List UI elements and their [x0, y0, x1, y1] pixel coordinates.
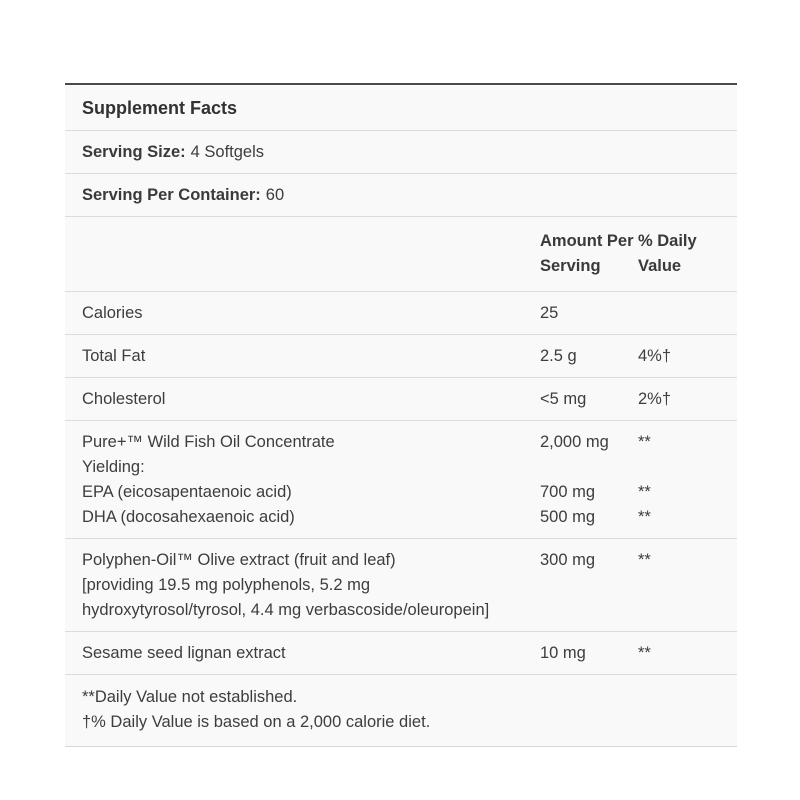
nutrient-amount: 25 [540, 304, 559, 322]
nutrient-name: DHA (docosahexaenoic acid) [82, 508, 295, 526]
servings-per-container-value: 60 [265, 186, 285, 204]
dha-line [82, 505, 720, 530]
polyphen-detail-line-2: hydroxytyrosol/tyrosol, 4.4 mg verbascoside/oleuropein] [82, 601, 490, 619]
servings-per-container-label: Serving Per Container: [82, 186, 261, 204]
servings-per-container-row [65, 174, 737, 217]
polyphen-detail-line-1: [providing 19.5 mg polyphenols, 5.2 mg [82, 576, 371, 594]
column-header-daily-value: % Daily Value [638, 232, 697, 275]
nutrient-amount: <5 mg [540, 390, 587, 408]
page-title: Supplement Facts [65, 85, 737, 131]
column-header-row [65, 217, 737, 292]
table-row-calories [65, 292, 737, 335]
column-header-spacer [82, 229, 540, 279]
footnote-daily-value-not-established: **Daily Value not established. [82, 688, 298, 706]
footnotes-section [65, 675, 737, 746]
nutrient-daily-value: 4%† [638, 347, 672, 365]
serving-size-label: Serving Size: [82, 143, 186, 161]
serving-size-row [65, 131, 737, 174]
nutrient-daily-value: ** [638, 551, 651, 569]
polyphen-line [82, 548, 720, 573]
nutrient-name: EPA (eicosapentaenoic acid) [82, 483, 292, 501]
fish-oil-line [82, 430, 720, 455]
serving-size-value: 4 Softgels [190, 143, 265, 161]
column-header-amount: Amount Per Serving [540, 232, 634, 275]
nutrient-name: Pure+™ Wild Fish Oil Concentrate [82, 433, 335, 451]
nutrient-amount: 700 mg [540, 483, 596, 501]
nutrient-name: Calories [82, 304, 143, 322]
nutrient-daily-value [638, 301, 720, 326]
nutrient-daily-value: ** [638, 433, 651, 451]
nutrient-name: Sesame seed lignan extract [82, 644, 286, 662]
nutrient-name: Polyphen-Oil™ Olive extract (fruit and leaf) [82, 551, 396, 569]
nutrient-daily-value: 2%† [638, 390, 672, 408]
table-row-polyphen-group [65, 539, 737, 632]
table-row-cholesterol [65, 378, 737, 421]
nutrient-amount: 2,000 mg [540, 433, 609, 451]
nutrient-daily-value: ** [638, 508, 651, 526]
nutrient-amount: 2.5 g [540, 347, 577, 365]
supplement-facts-label [65, 83, 737, 747]
table-row-fish-oil-group [65, 421, 737, 539]
epa-line [82, 480, 720, 505]
nutrient-daily-value: ** [638, 483, 651, 501]
nutrient-daily-value: ** [638, 644, 651, 662]
nutrient-amount: 10 mg [540, 644, 586, 662]
nutrient-name: Cholesterol [82, 390, 166, 408]
footnote-calorie-diet: †% Daily Value is based on a 2,000 calorie diet. [82, 713, 431, 731]
fish-oil-yielding-line: Yielding: [82, 458, 145, 476]
nutrient-name: Total Fat [82, 347, 146, 365]
nutrient-amount: 300 mg [540, 551, 596, 569]
table-row-sesame [65, 632, 737, 675]
nutrient-amount: 500 mg [540, 508, 596, 526]
table-row-total-fat [65, 335, 737, 378]
